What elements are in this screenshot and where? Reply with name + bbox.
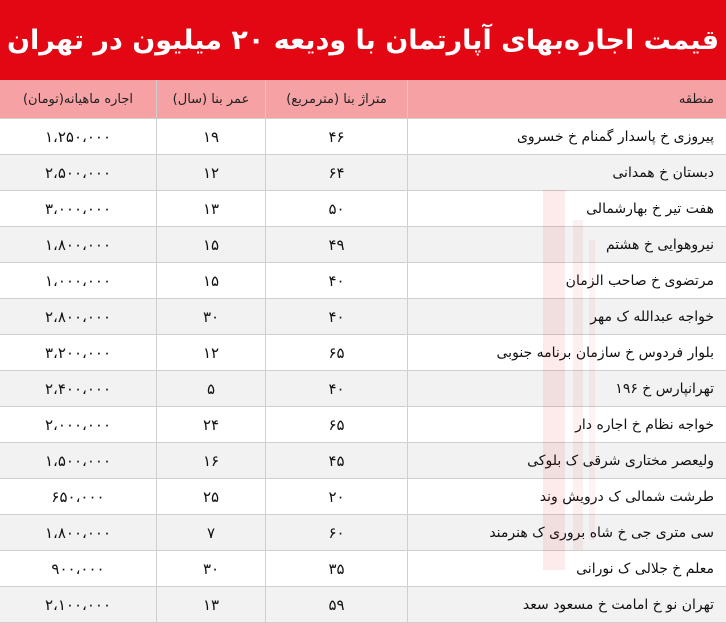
table-row	[0, 443, 726, 479]
table-row	[0, 155, 726, 191]
header-rent: اجاره ماهیانه(تومان)	[22, 91, 134, 107]
header-region: منطقه	[407, 80, 726, 118]
cell-area: ۴۰	[265, 299, 407, 334]
table-row	[0, 407, 726, 443]
table-row	[0, 587, 726, 623]
rent-table	[0, 80, 726, 623]
cell-age: ۱۲	[156, 335, 265, 370]
table-row	[0, 551, 726, 587]
cell-region: خواجه نظام خ اجاره دار	[407, 407, 726, 442]
cell-region: معلم خ جلالی ک نورانی	[407, 551, 726, 586]
cell-area: ۴۹	[265, 227, 407, 262]
cell-region: تهرانپارس خ ۱۹۶	[407, 371, 726, 406]
cell-rent: ۹۰۰،۰۰۰	[51, 559, 105, 578]
cell-area: ۳۵	[265, 551, 407, 586]
cell-region: هفت تیر خ بهارشمالی	[407, 191, 726, 226]
cell-rent: ۱،۵۰۰،۰۰۰	[44, 451, 112, 470]
table-row	[0, 479, 726, 515]
cell-age: ۱۵	[156, 227, 265, 262]
cell-rent: ۳،۰۰۰،۰۰۰	[44, 199, 112, 218]
cell-area: ۴۶	[265, 119, 407, 154]
cell-age: ۳۰	[156, 551, 265, 586]
header-age: عمر بنا (سال)	[156, 80, 265, 118]
cell-region: سی متری جی خ شاه بروری ک هنرمند	[407, 515, 726, 550]
cell-area: ۶۴	[265, 155, 407, 190]
table-header-row	[0, 80, 726, 119]
cell-age: ۱۶	[156, 443, 265, 478]
cell-rent: ۱،۸۰۰،۰۰۰	[44, 523, 112, 542]
table-row	[0, 263, 726, 299]
cell-age: ۱۹	[156, 119, 265, 154]
table-row	[0, 191, 726, 227]
page-title: قیمت اجاره‌بهای آپارتمان با ودیعه ۲۰ میلیون در تهران	[0, 0, 726, 80]
header-area: متراژ بنا (مترمربع)	[265, 80, 407, 118]
cell-area: ۶۰	[265, 515, 407, 550]
cell-rent: ۲،۸۰۰،۰۰۰	[44, 307, 112, 326]
cell-area: ۶۵	[265, 407, 407, 442]
table-row	[0, 335, 726, 371]
cell-age: ۵	[156, 371, 265, 406]
cell-rent: ۳،۲۰۰،۰۰۰	[44, 343, 112, 362]
cell-region: بلوار فردوس خ سازمان برنامه جنوبی	[407, 335, 726, 370]
cell-rent: ۱،۲۵۰،۰۰۰	[44, 127, 112, 146]
cell-region: مرتضوی خ صاحب الزمان	[407, 263, 726, 298]
cell-age: ۱۳	[156, 587, 265, 622]
table-row	[0, 119, 726, 155]
cell-age: ۱۵	[156, 263, 265, 298]
table-row	[0, 515, 726, 551]
table-row	[0, 299, 726, 335]
cell-rent: ۶۵۰،۰۰۰	[51, 487, 105, 506]
cell-area: ۶۵	[265, 335, 407, 370]
cell-rent: ۲،۱۰۰،۰۰۰	[44, 595, 112, 614]
cell-region: طرشت شمالی ک درویش وند	[407, 479, 726, 514]
cell-age: ۲۴	[156, 407, 265, 442]
table-row	[0, 227, 726, 263]
cell-region: ولیعصر مختاری شرقی ک بلوکی	[407, 443, 726, 478]
cell-rent: ۱،۸۰۰،۰۰۰	[44, 235, 112, 254]
cell-area: ۴۰	[265, 263, 407, 298]
cell-area: ۲۰	[265, 479, 407, 514]
cell-region: نیروهوایی خ هشتم	[407, 227, 726, 262]
table-row	[0, 371, 726, 407]
cell-age: ۱۲	[156, 155, 265, 190]
cell-area: ۵۰	[265, 191, 407, 226]
cell-region: تهران نو خ امامت خ مسعود سعد	[407, 587, 726, 622]
cell-area: ۵۹	[265, 587, 407, 622]
cell-age: ۷	[156, 515, 265, 550]
cell-area: ۴۵	[265, 443, 407, 478]
cell-region: دبستان خ همدانی	[407, 155, 726, 190]
cell-age: ۲۵	[156, 479, 265, 514]
cell-region: خواجه عبدالله ک مهر	[407, 299, 726, 334]
cell-rent: ۲،۰۰۰،۰۰۰	[44, 415, 112, 434]
cell-age: ۳۰	[156, 299, 265, 334]
cell-region: پیروزی خ پاسدار گمنام خ خسروی	[407, 119, 726, 154]
cell-rent: ۱،۰۰۰،۰۰۰	[44, 271, 112, 290]
cell-rent: ۲،۵۰۰،۰۰۰	[44, 163, 112, 182]
cell-age: ۱۳	[156, 191, 265, 226]
cell-area: ۴۰	[265, 371, 407, 406]
cell-rent: ۲،۴۰۰،۰۰۰	[44, 379, 112, 398]
